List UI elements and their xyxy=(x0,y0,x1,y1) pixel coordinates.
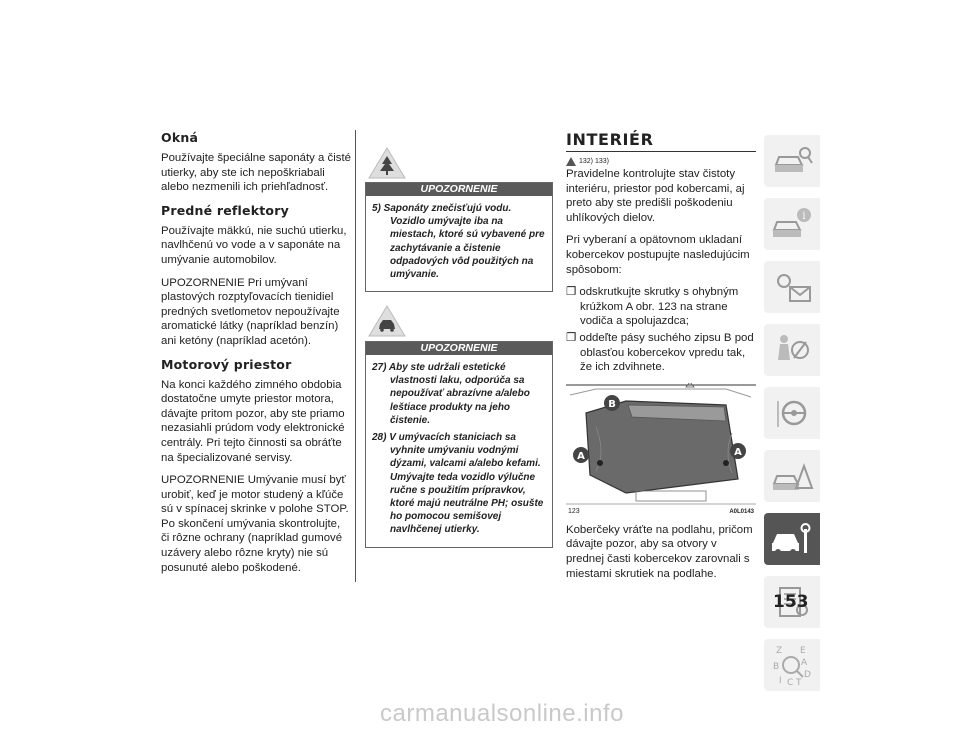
section-predne-reflektory xyxy=(161,203,351,349)
tab-starting[interactable] xyxy=(764,324,820,376)
svg-text:T: T xyxy=(796,678,802,687)
warning-box-1 xyxy=(365,182,553,292)
svg-text:I: I xyxy=(779,676,782,686)
environment-warning-icon xyxy=(367,146,407,180)
paragraph: Pravidelne kontrolujte stav čistoty interiéru, priestor pod kobercami, aj preto aby ste predišli poškodeniu uhlíkových dielov. xyxy=(566,168,745,224)
warning-item: 28) V umývacích staniciach sa vyhnite umývaniu vodnými dýzami, valcami a/alebo kefami. Umývajte teda vozidlo výlučne ručne s použitím prípravkov, ktoré majú neutrálne PH; osušte ho pomocou semišovej navlhčenej utierky. xyxy=(372,432,544,536)
page-title: INTERIÉR xyxy=(566,130,654,149)
chapter-tabs xyxy=(764,135,820,702)
list-item: ❐ oddeľte pásy suchého zipsu B pod oblasťou kobercekov vpredu tak, že ich zdvihnete. xyxy=(566,331,754,374)
svg-text:B: B xyxy=(773,662,780,672)
paragraph: Koberčeky vráťte na podlahu, pričom dávajte pozor, aby sa otvory v prednej časti kobercekov zarovnali s miestami skrutiek na podlahe. xyxy=(566,523,753,580)
car-warning-icon xyxy=(367,304,407,338)
figure-number: 123 xyxy=(568,507,580,515)
svg-text:A: A xyxy=(801,658,808,668)
watermark: carmanualsonline.info xyxy=(380,700,624,727)
section-okna xyxy=(161,130,351,195)
svg-text:E: E xyxy=(800,646,806,656)
page-number: 153 xyxy=(773,592,809,612)
paragraph: UPOZORNENIE Pri umývaní plastových rozptyľovacích tienidiel predných svetlometov nepoužívajte aromatické látky (napríklad benzín) ani ketóny (napríklad acetón). xyxy=(161,276,340,347)
maintenance-icon xyxy=(770,519,814,559)
car-i-icon xyxy=(770,204,814,244)
label-a: A xyxy=(734,446,742,458)
figure-123 xyxy=(566,383,756,513)
warning-header: UPOZORNENIE xyxy=(366,342,552,355)
warning-item: 27) Aby ste udržali estetické vlastnosti laku, odporúča sa nepoužívať abrazívne a/alebo leštiace produkty na jeho čistenie. xyxy=(372,362,530,426)
tab-emergency[interactable] xyxy=(764,450,820,502)
warning-item: 5) Saponáty znečisťujú vodu. Vozidlo umývajte iba na miestach, ktoré sú vybavené pre zachytávanie a čistenie odpadových vôd použitých na umývanie. xyxy=(372,203,545,281)
warning-refs: 132) 133) xyxy=(566,157,756,166)
warning-light-icon xyxy=(770,267,814,307)
airbag-icon xyxy=(770,330,814,370)
section-title: Okná xyxy=(161,130,199,145)
right-column xyxy=(566,130,756,589)
svg-text:D: D xyxy=(804,670,811,680)
warning-triangle-icon xyxy=(566,157,576,166)
section-motorovy-priestor xyxy=(161,357,351,576)
warning-header: UPOZORNENIE xyxy=(366,183,552,196)
car-info-icon xyxy=(770,141,814,181)
paragraph: UPOZORNENIE Umývanie musí byť urobiť, keď je motor studený a kľúče sú v spínacej skrinke v polohe STOP. Po skončení umývania skontrolujte, či rôzne ochrany (napríklad gumové uzávery alebo rôzne kryty) nie sú posunuté alebo poškodené. xyxy=(161,474,349,574)
steps-list xyxy=(566,285,756,375)
tab-driving[interactable] xyxy=(764,387,820,439)
svg-text:C: C xyxy=(787,678,794,687)
figure-code: A0L0143 xyxy=(729,508,754,515)
left-column xyxy=(161,130,351,583)
list-item: ❐ odskrutkujte skrutky s ohybným krúžkom A obr. 123 na strane vodiča a spolujazdca; xyxy=(566,286,739,328)
warning-list xyxy=(366,196,552,291)
paragraph: Pri vyberaní a opätovnom ukladaní kobercekov postupujte nasledujúcim spôsobom: xyxy=(566,234,750,276)
paragraph: Používajte špeciálne saponáty a čisté utierky, aby ste ich nepoškriabali alebo nezmenili ich priehľadnosť. xyxy=(161,152,351,194)
label-a: A xyxy=(577,450,585,462)
floor-mat-illustration xyxy=(566,383,756,505)
warning-list xyxy=(366,355,552,547)
tab-safety[interactable] xyxy=(764,261,820,313)
steering-wheel-icon xyxy=(770,393,814,433)
checkbox-icon: ❐ xyxy=(566,331,580,344)
svg-text:i: i xyxy=(802,211,806,222)
tab-maintenance[interactable] xyxy=(764,513,820,565)
label-b: B xyxy=(608,398,616,410)
tab-knowing-instruments[interactable] xyxy=(764,198,820,250)
svg-text:Z: Z xyxy=(776,646,783,656)
checkbox-icon: ❐ xyxy=(566,286,580,299)
section-title: Predné reflektory xyxy=(161,202,289,218)
interior-heading xyxy=(566,130,756,152)
paragraph: Používajte mäkkú, nie suchú utierku, navlhčenú vo vode a v saponáte na umývanie automobilov. xyxy=(161,224,347,266)
warning-box-2 xyxy=(365,341,553,548)
breakdown-icon xyxy=(770,456,814,496)
tab-index[interactable] xyxy=(764,639,820,691)
section-title: Motorový priestor xyxy=(161,356,292,372)
tab-knowing-car[interactable] xyxy=(764,135,820,187)
index-icon xyxy=(770,643,814,687)
paragraph: Na konci každého zimného obdobia dostatočne umyte priestor motora, dávajte pritom pozor, aby ste priamo nezasiahli prúdom vody elektronické centrály. Pri tejto činnosti sa obráťte na špecializované servisy. xyxy=(161,378,345,464)
column-divider xyxy=(355,130,356,582)
